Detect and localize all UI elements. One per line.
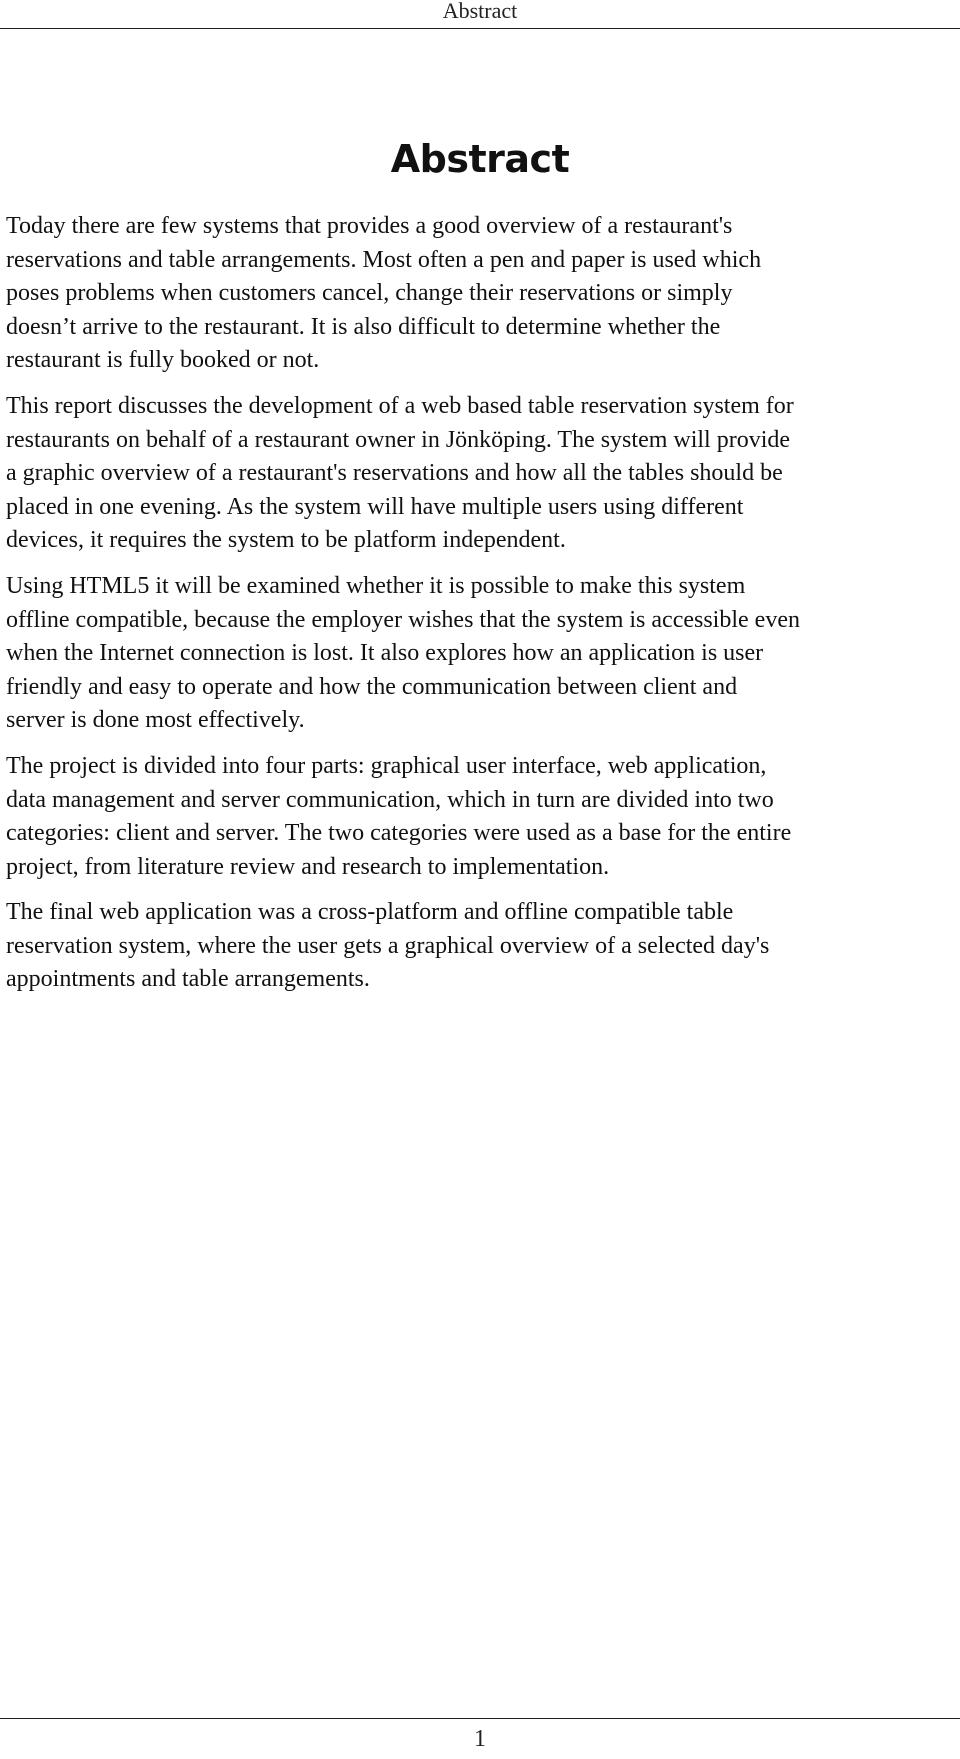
page-number: 1 [0, 1718, 960, 1750]
text-line: restaurants on behalf of a restaurant owner in Jönköping. The system will provide [6, 426, 791, 453]
text-line: friendly and easy to operate and how the communication between client and [6, 673, 738, 700]
paragraph [6, 210, 958, 378]
abstract-body [6, 210, 958, 1009]
text-line: reservations and table arrangements. Most often a pen and paper is used which [6, 246, 762, 273]
text-line: server is done most effectively. [6, 707, 305, 734]
text-line: offline compatible, because the employer wishes that the system is accessible even [6, 606, 800, 633]
text-line: doesn’t arrive to the restaurant. It is also difficult to determine whether the [6, 313, 721, 340]
text-line: categories: client and server. The two categories were used as a base for the entire [6, 820, 792, 847]
text-line: Today there are few systems that provides a good overview of a restaurant's [6, 213, 733, 239]
text-line: poses problems when customers cancel, change their reservations or simply [6, 280, 733, 307]
text-line: Using HTML5 it will be examined whether it is possible to make this system [6, 572, 746, 599]
paragraph [6, 390, 958, 558]
paragraph [6, 570, 958, 738]
paragraph [6, 896, 958, 997]
text-line: placed in one evening. As the system will have multiple users using different [6, 493, 744, 520]
text-line: The project is divided into four parts: graphical user interface, web application, [6, 752, 767, 779]
text-line: a graphic overview of a restaurant's reservations and how all the tables should be [6, 460, 783, 487]
page-title: Abstract [390, 137, 570, 181]
paragraph [6, 750, 958, 884]
text-line: project, from literature review and research to implementation. [6, 853, 610, 880]
text-line: restaurant is fully booked or not. [6, 347, 320, 374]
text-line: data management and server communication, which in turn are divided into two [6, 786, 774, 813]
text-line: reservation system, where the user gets a graphical overview of a selected day's [6, 932, 770, 959]
running-header: Abstract [0, 0, 960, 29]
text-line: The final web application was a cross-platform and offline compatible table [6, 899, 734, 926]
text-line: appointments and table arrangements. [6, 966, 370, 993]
text-line: This report discusses the development of a web based table reservation system for [6, 392, 794, 419]
text-line: devices, it requires the system to be platform independent. [6, 527, 566, 554]
text-line: when the Internet connection is lost. It also explores how an application is user [6, 640, 764, 667]
